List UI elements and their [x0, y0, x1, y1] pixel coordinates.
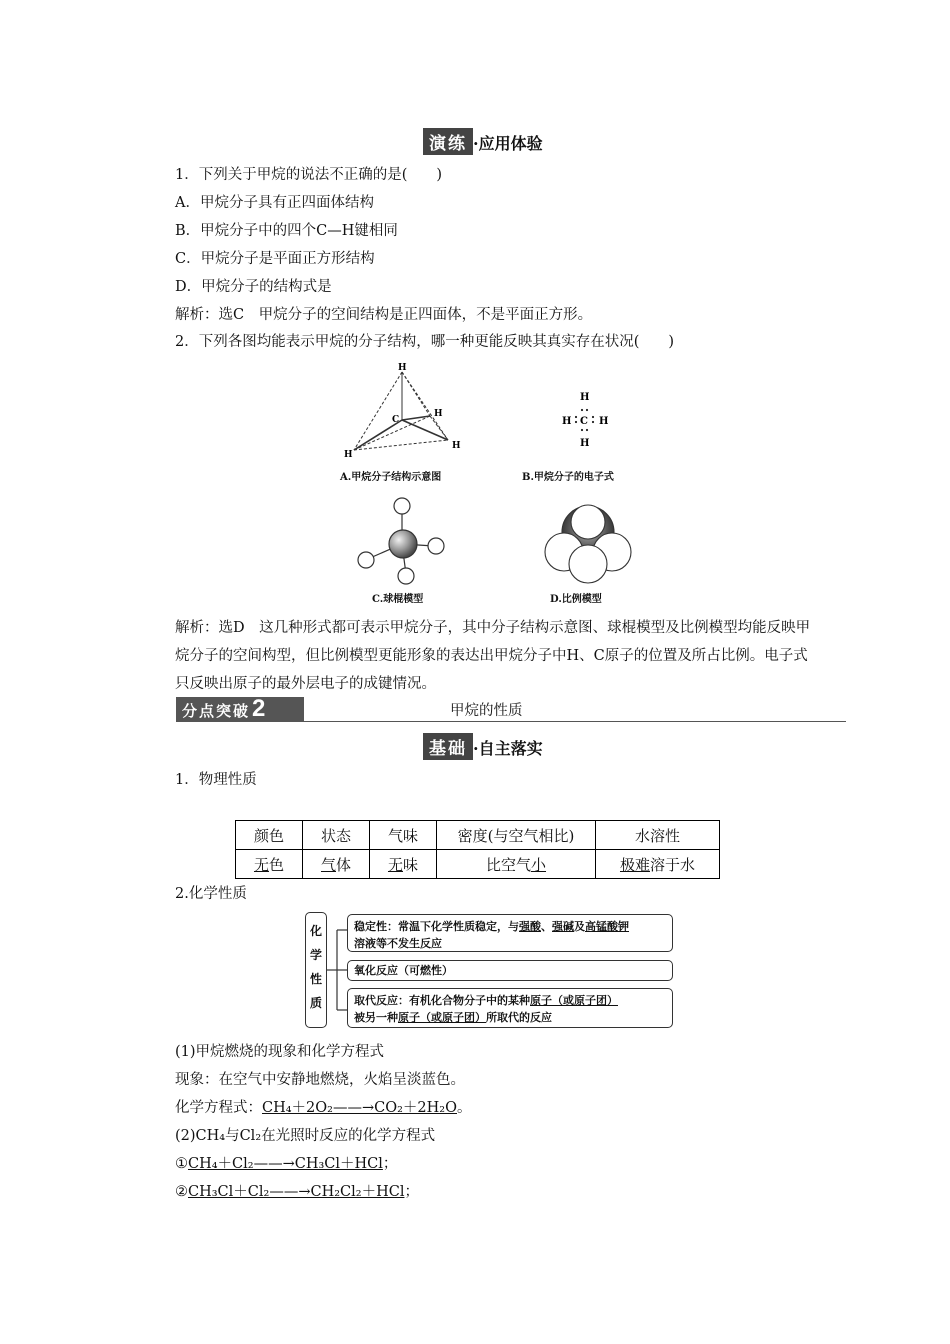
b-h-right: H	[599, 416, 609, 427]
th-odor: 气味	[370, 821, 437, 850]
comb-title: (1)甲烷燃烧的现象和化学方程式	[175, 1044, 385, 1060]
phys-table	[235, 820, 720, 879]
comb-equation: 化学方程式：CH₄＋2O₂——→CO₂＋2H₂O。	[175, 1100, 472, 1116]
q1-option-a: A．甲烷分子具有正四面体结构	[175, 195, 374, 211]
b-h-left: H	[562, 416, 572, 427]
map-stability: 稳定性：常温下化学性质稳定，与强酸、强碱及高锰酸钾 溶液等不发生反应	[347, 914, 673, 952]
table-row	[236, 850, 720, 879]
figure-d-caption: D.比例模型	[550, 594, 602, 605]
section-header-practice	[423, 128, 543, 155]
map-substitution: 取代反应：有机化合物分子中的某种原子（或原子团） 被另一种原子（或原子团）所取代的反应	[347, 988, 673, 1028]
figure-d	[538, 500, 648, 606]
cl-eq-1: ①CH₄＋Cl₂——→CH₃Cl＋HCl；	[175, 1156, 398, 1172]
th-state: 状态	[303, 821, 370, 850]
b-h-bottom: H	[580, 438, 590, 449]
figure-a-caption: A.甲烷分子结构示意图	[340, 472, 442, 483]
q1-option-c: C．甲烷分子是平面正方形结构	[175, 251, 375, 267]
cell-state: 气体	[303, 850, 370, 879]
section-header-basics	[423, 733, 543, 760]
q1-option-d: D．甲烷分子的结构式是	[175, 279, 332, 295]
figure-c	[348, 494, 468, 606]
table-header-row	[236, 821, 720, 850]
space-filling-model	[538, 500, 638, 586]
comb-eq: CH₄＋2O₂——→CO₂＋2H₂O	[262, 1100, 457, 1116]
cell-density: 比空气小	[437, 850, 596, 879]
electron-dot-diagram	[520, 358, 650, 458]
q1-answer: 解析：选C 甲烷分子的空间结构是正四面体，不是平面正方形。	[175, 307, 593, 323]
b-h-top: H	[580, 392, 590, 403]
b-c: C	[580, 416, 588, 427]
part-label	[176, 697, 304, 721]
q2-answer-text: 解析：选D 这几种形式都可表示甲烷分子，其中分子结构示意图、球棍模型及比例模型均能反映甲烷分子的空间构型，但比例模型更能形象的表达出甲烷分子中H、C原子的位置及所占比例。电子式只反映出原子的最外层电子的成键情况。	[175, 620, 811, 692]
part-number: 2	[252, 695, 268, 722]
figure-b	[520, 358, 650, 488]
part-divider	[176, 721, 846, 722]
map-oxidation: 氧化反应（可燃性）	[347, 960, 673, 981]
q2-stem: 2．下列各图均能表示甲烷的分子结构，哪一种更能反映其真实存在状况( )	[175, 334, 675, 350]
atom-h-left: H	[344, 450, 353, 460]
section-box: 演练	[423, 128, 473, 155]
q2-answer	[175, 614, 815, 698]
q1-stem: 1．下列关于甲烷的说法不正确的是( )	[175, 167, 443, 183]
figure-c-caption: C.球棍模型	[372, 594, 424, 605]
concept-map	[305, 912, 675, 1030]
section-title: ·应用体验	[473, 134, 543, 153]
figure-a	[330, 358, 480, 488]
cl-title: (2)CH₄与Cl₂在光照时反应的化学方程式	[175, 1128, 436, 1144]
cell-odor: 无味	[370, 850, 437, 879]
map-bracket	[327, 912, 349, 1030]
part-label-text: 分点突破	[182, 702, 251, 720]
ball-stick-model	[348, 494, 458, 586]
th-color: 颜色	[236, 821, 303, 850]
th-density: 密度(与空气相比)	[437, 821, 596, 850]
tetrahedron-diagram	[330, 358, 480, 468]
cl-eq-2: ②CH₃Cl＋Cl₂——→CH₂Cl₂＋HCl；	[175, 1184, 419, 1200]
map-root: 化 学 性 质	[305, 912, 327, 1028]
atom-h-right: H	[434, 409, 443, 419]
th-solubility: 水溶性	[596, 821, 720, 850]
cell-color: 无色	[236, 850, 303, 879]
atom-c: C	[392, 415, 400, 425]
section-title-2: ·自主落实	[473, 739, 543, 758]
figure-b-caption: B.甲烷分子的电子式	[522, 472, 614, 483]
atom-h-top: H	[398, 363, 407, 373]
comb-phenomenon: 现象：在空气中安静地燃烧，火焰呈淡蓝色。	[175, 1072, 465, 1088]
chem-title: 2.化学性质	[175, 886, 247, 902]
section-box-2: 基础	[423, 733, 473, 760]
q1-option-b: B．甲烷分子中的四个C—H键相同	[175, 223, 398, 239]
part-title: 甲烷的性质	[450, 703, 523, 719]
cell-solubility: 极难溶于水	[596, 850, 720, 879]
phys-title: 1．物理性质	[175, 772, 257, 788]
atom-h-bottom: H	[452, 441, 461, 451]
